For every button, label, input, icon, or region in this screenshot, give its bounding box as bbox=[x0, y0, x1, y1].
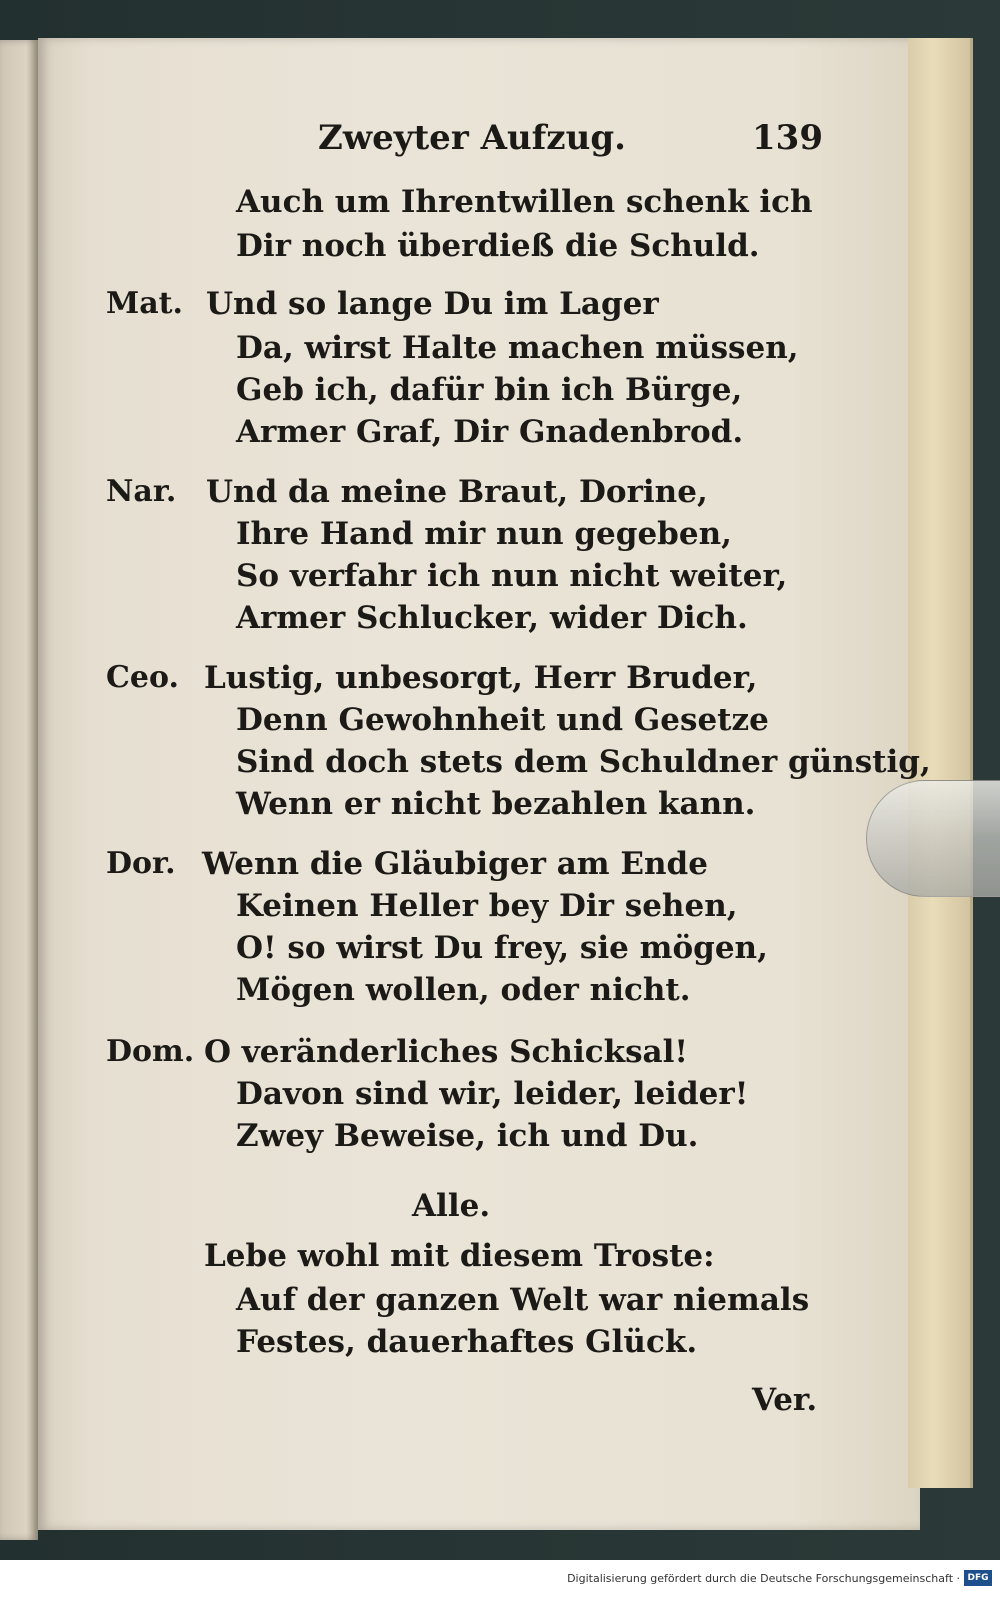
verse-line: Wenn die Gläubiger am Ende bbox=[202, 846, 708, 882]
verse-line: Wenn er nicht bezahlen kann. bbox=[236, 786, 756, 822]
verse-line: Armer Schlucker, wider Dich. bbox=[236, 600, 748, 636]
speaker-label: Dom. bbox=[106, 1034, 195, 1069]
verse-line: Keinen Heller bey Dir sehen, bbox=[236, 888, 738, 924]
verse-line: Da, wirst Halte machen müssen, bbox=[236, 330, 799, 366]
verse-line: O! so wirst Du frey, sie mögen, bbox=[236, 930, 768, 966]
page-number: 139 bbox=[752, 118, 823, 158]
running-header-title: Zweyter Aufzug. bbox=[318, 118, 626, 158]
catchword: Ver. bbox=[752, 1382, 818, 1418]
speaker-label: Ceo. bbox=[106, 660, 179, 695]
speaker-label: Nar. bbox=[106, 474, 177, 509]
verse-line: Lustig, unbesorgt, Herr Bruder, bbox=[204, 660, 758, 696]
verse-line: So verfahr ich nun nicht weiter, bbox=[236, 558, 788, 594]
verse-line: Davon sind wir, leider, leider! bbox=[236, 1076, 749, 1112]
verse-line: Armer Graf, Dir Gnadenbrod. bbox=[236, 414, 744, 450]
glass-page-weight bbox=[866, 780, 1000, 897]
speaker-label: Dor. bbox=[106, 846, 176, 881]
dfg-logo: DFG bbox=[964, 1570, 992, 1586]
footer-bar bbox=[0, 1560, 1000, 1603]
verse-line: Festes, dauerhaftes Glück. bbox=[236, 1324, 698, 1360]
verse-line: Denn Gewohnheit und Gesetze bbox=[236, 702, 769, 738]
verse-line: Auf der ganzen Welt war niemals bbox=[236, 1282, 810, 1318]
verse-line: Und da meine Braut, Dorine, bbox=[206, 474, 708, 510]
verse-line: Lebe wohl mit diesem Troste: bbox=[204, 1238, 715, 1274]
funding-credit: Digitalisierung gefördert durch die Deutsche Forschungsgemeinschaft · bbox=[567, 1572, 960, 1585]
previous-page-edge bbox=[0, 40, 38, 1540]
verse-line: Zwey Beweise, ich und Du. bbox=[236, 1118, 699, 1154]
verse-line: O veränderliches Schicksal! bbox=[204, 1034, 689, 1070]
verse-line: Geb ich, dafür bin ich Bürge, bbox=[236, 372, 743, 408]
verse-line: Sind doch stets dem Schuldner günstig, bbox=[236, 744, 931, 780]
speaker-label: Mat. bbox=[106, 286, 183, 321]
verse-line: Auch um Ihrentwillen schenk ich bbox=[236, 184, 813, 220]
verse-line: Und so lange Du im Lager bbox=[206, 286, 659, 322]
verse-line: Dir noch überdieß die Schuld. bbox=[236, 228, 760, 264]
chorus-heading: Alle. bbox=[412, 1188, 491, 1224]
verse-line: Ihre Hand mir nun gegeben, bbox=[236, 516, 732, 552]
verse-line: Mögen wollen, oder nicht. bbox=[236, 972, 691, 1008]
